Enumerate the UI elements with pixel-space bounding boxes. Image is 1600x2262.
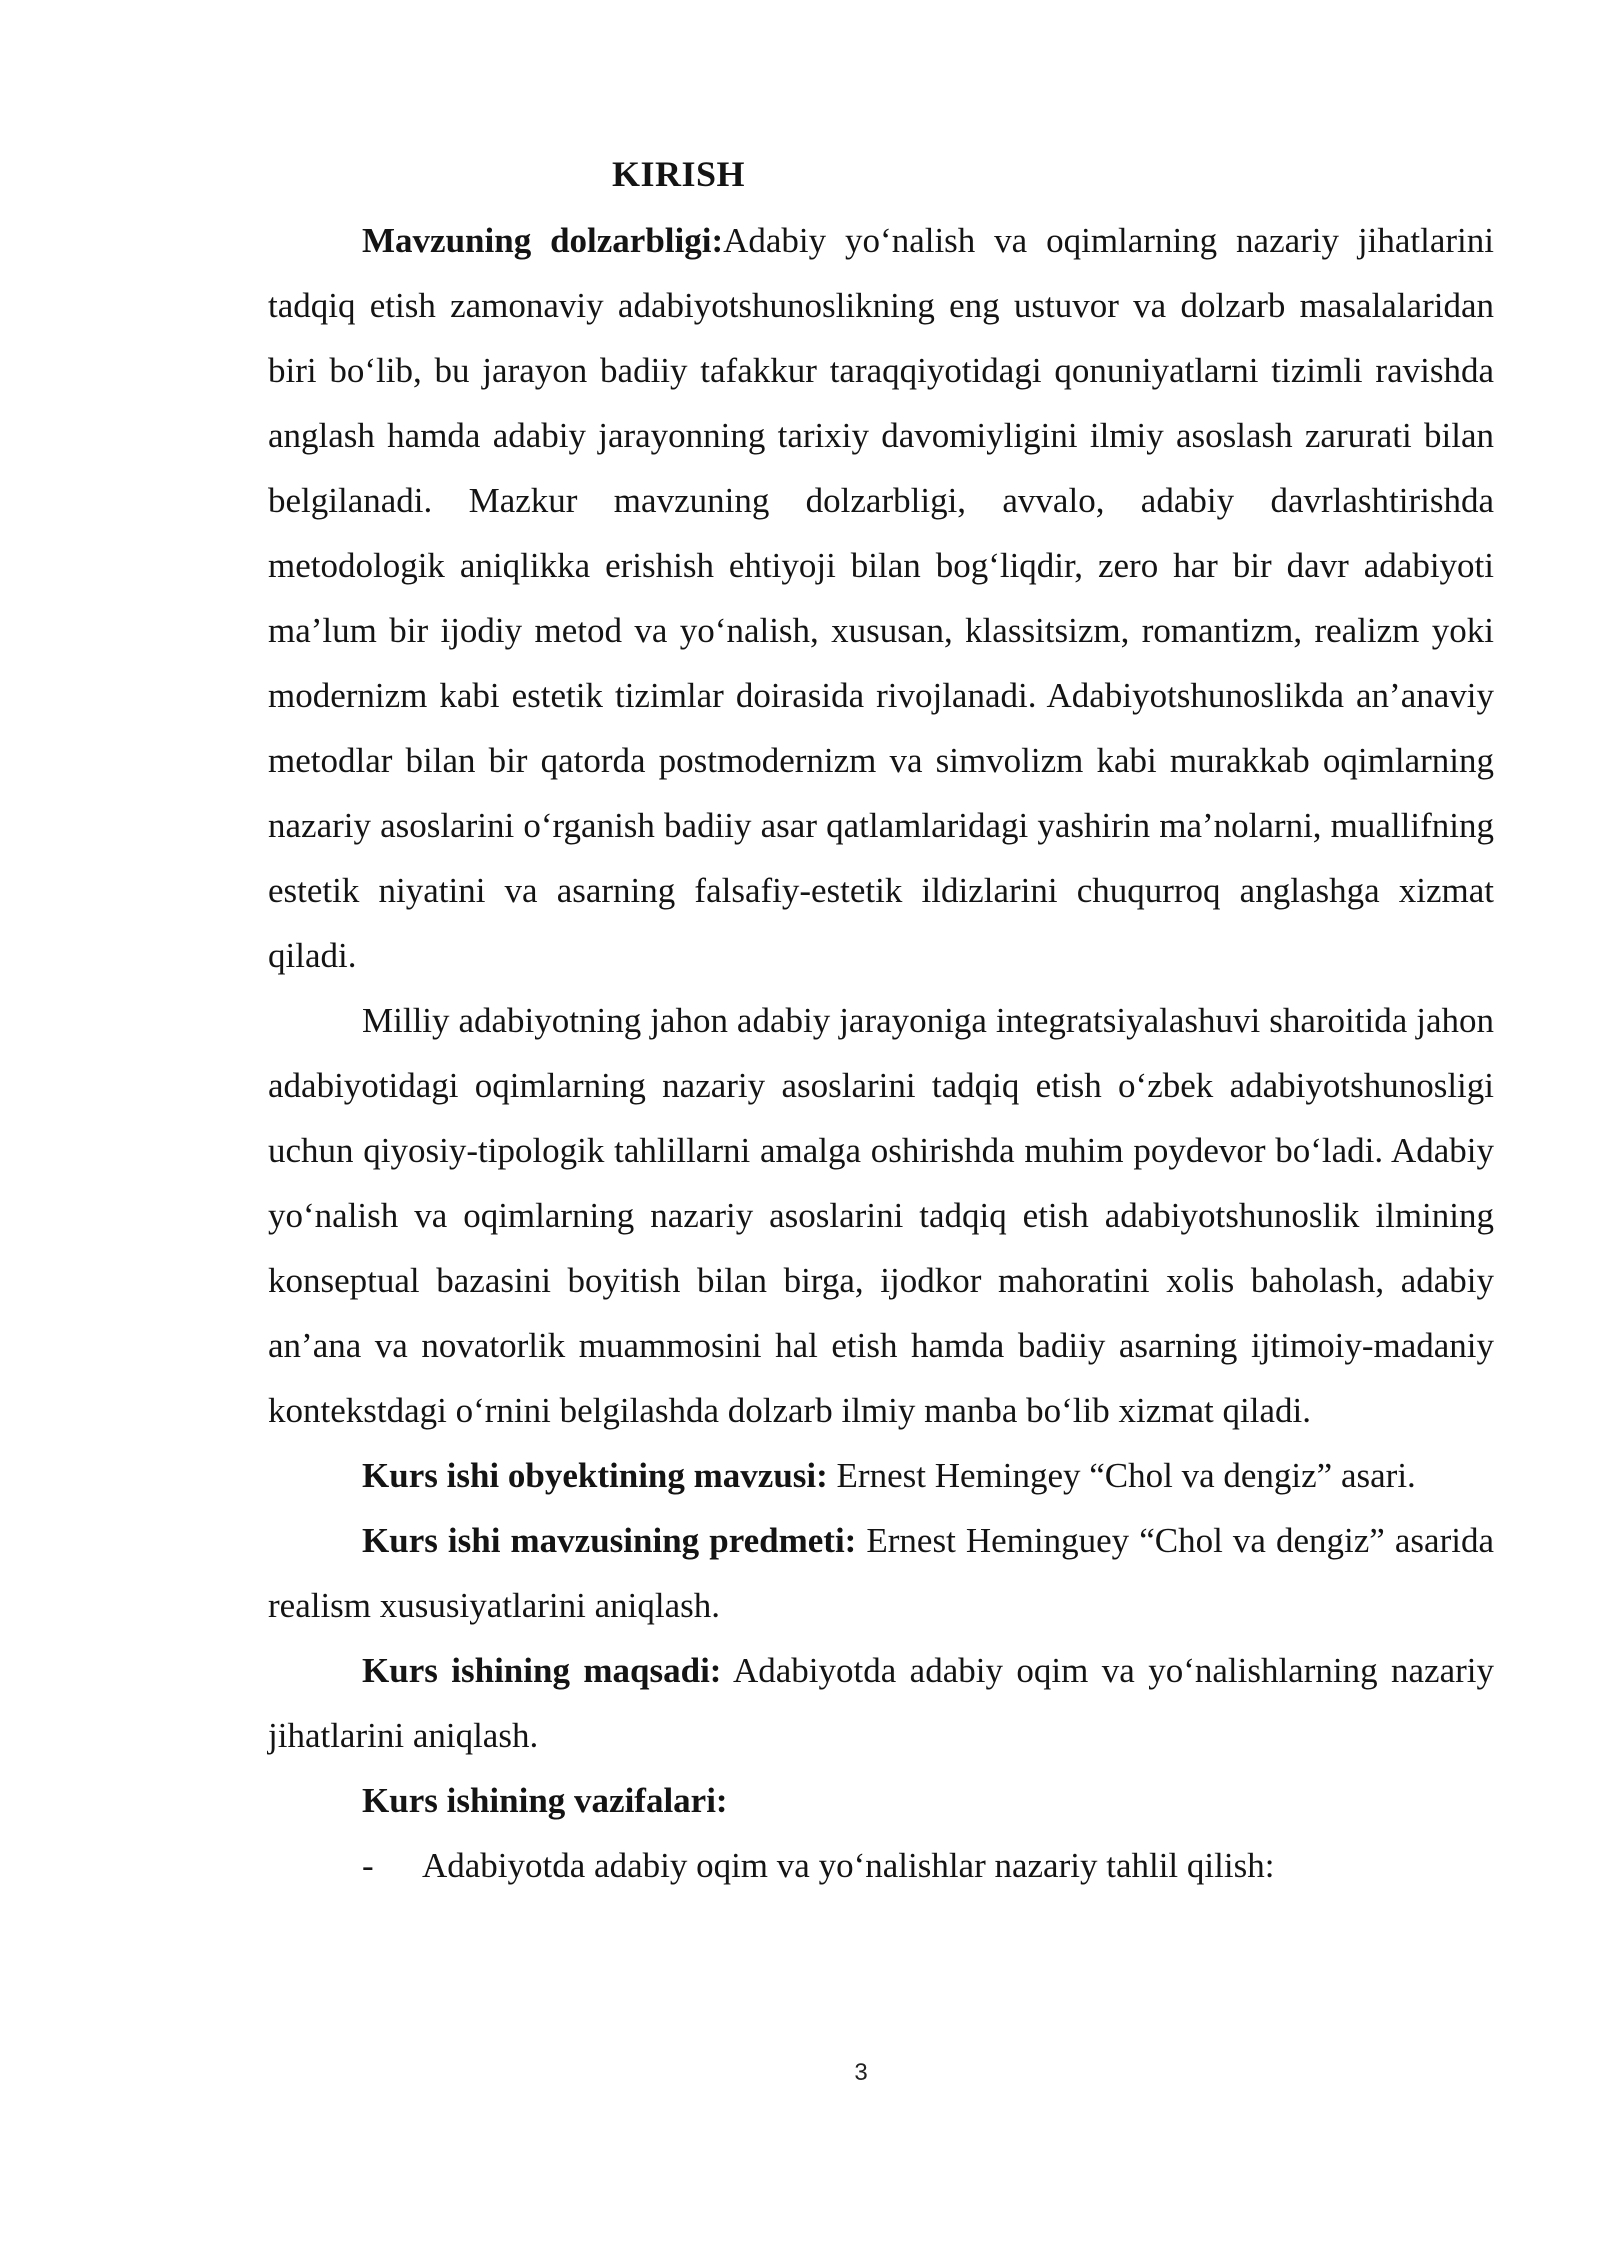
relevance-text: Adabiy yo‘nalish va oqimlarning nazariy jihatlarini tadqiq etish zamonaviy adabiyotshunoslikning eng ustuvor va dolzarb masalalaridan biri bo‘lib, bu jarayon badiiy tafakkur taraqqiyotidagi qonuniyatlarni tizimli ravishda anglash hamda adabiy jarayonning tarixiy davomiyligini ilmiy asoslash zarurati bilan belgilanadi. Mazkur mavzuning dolzarbligi, avvalo, adabiy davrlashtirishda metodologik aniqlikka erishish ehtiyoji bilan bog‘liqdir, zero har bir davr adabiyoti ma’lum bir ijodiy metod va yo‘nalish, xususan, klassitsizm, romantizm, realizm yoki modernizm kabi estetik tizimlar doirasida rivojlanadi. Adabiyotshunoslikda an’anaviy metodlar bilan bir qatorda postmodernizm va simvolizm kabi murakkab oqimlarning nazariy asoslarini o‘rganish badiiy asar qatlamlaridagi yashirin ma’nolarni, muallifning estetik niyatini va asarning falsafiy-estetik ildizlarini chuqurroq anglashga xizmat qiladi. bbox=[268, 221, 1494, 975]
tasks-label: Kurs ishining vazifalari: bbox=[362, 1781, 728, 1820]
object-text: Ernest Hemingey “Chol va dengiz” asari. bbox=[827, 1456, 1416, 1495]
goal-text: Adabiyotda adabiy oqim va yo‘nalishlarning nazariy jihatlarini aniqlash. bbox=[268, 1651, 1494, 1755]
tasks-paragraph bbox=[268, 1768, 1494, 1833]
relevance-label: Mavzuning dolzarbligi: bbox=[362, 221, 724, 260]
relevance-paragraph bbox=[268, 208, 1494, 988]
section-heading: KIRISH bbox=[612, 154, 746, 194]
goal-label: Kurs ishining maqsadi: bbox=[362, 1651, 722, 1690]
integration-paragraph: Milliy adabiyotning jahon adabiy jarayoniga integratsiyalashuvi sharoitida jahon adabiyotidagi oqimlarning nazariy asoslarini tadqiq etish o‘zbek adabiyotshunosligi uchun qiyosiy-tipologik tahlillarni amalga oshirishda muhim poydevor bo‘ladi. Adabiy yo‘nalish va oqimlarning nazariy asoslarini tadqiq etish adabiyotshunoslik ilmining konseptual bazasini boyitish bilan birga, ijodkor mahoratini xolis baholash, adabiy an’ana va novatorlik muammosini hal etish hamda badiiy asarning ijtimoiy-madaniy kontekstdagi o‘rnini belgilashda dolzarb ilmiy manba bo‘lib xizmat qiladi. bbox=[268, 1001, 1494, 1430]
page-number: 3 bbox=[854, 2059, 868, 2086]
object-label: Kurs ishi obyektining mavzusi: bbox=[362, 1456, 828, 1495]
task-list-item bbox=[268, 1833, 1494, 1898]
goal-paragraph bbox=[268, 1638, 1494, 1768]
subject-label: Kurs ishi mavzusining predmeti: bbox=[362, 1521, 857, 1560]
list-dash: - bbox=[362, 1846, 374, 1885]
object-paragraph bbox=[268, 1443, 1494, 1508]
subject-text: Ernest Heminguey “Chol va dengiz” asarida realism xususiyatlarini aniqlash. bbox=[268, 1521, 1494, 1625]
document-body bbox=[268, 208, 1494, 1898]
subject-paragraph bbox=[268, 1508, 1494, 1638]
task-item-text: Adabiyotda adabiy oqim va yo‘nalishlar nazariy tahlil qilish: bbox=[422, 1846, 1275, 1885]
